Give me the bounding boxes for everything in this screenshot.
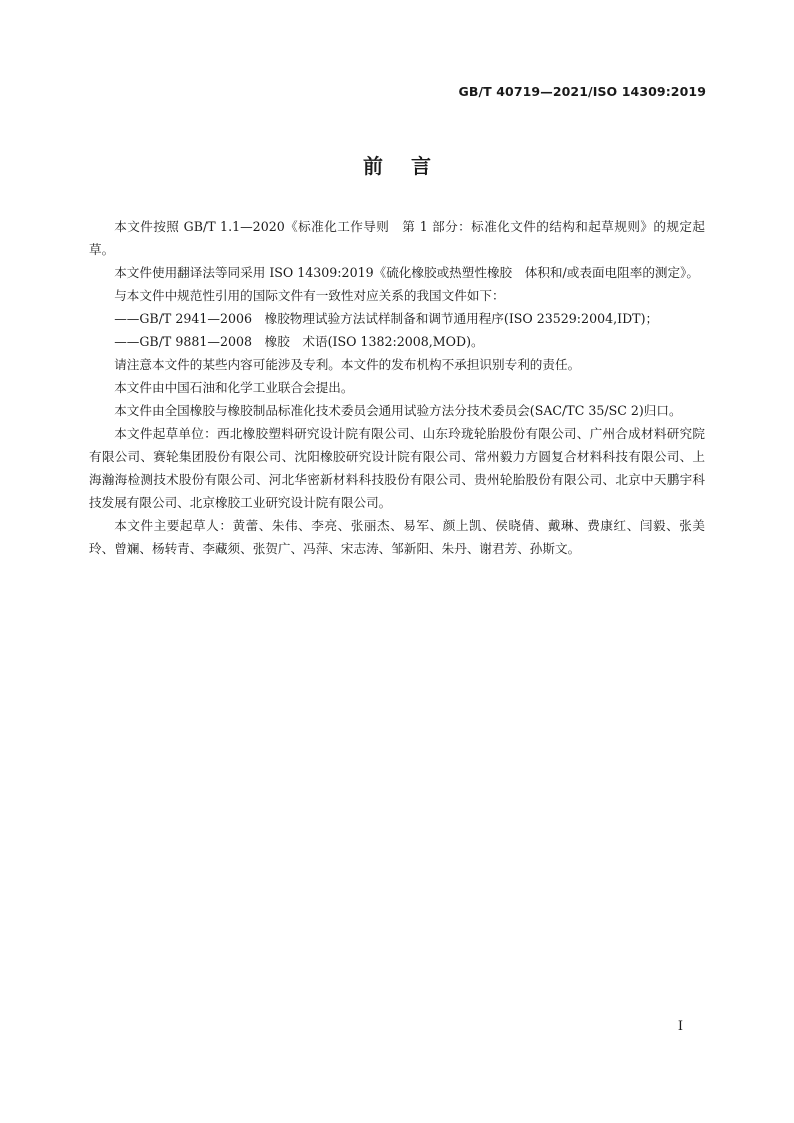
page-title: 前言 bbox=[363, 154, 459, 178]
paragraph: 本文件由全国橡胶与橡胶制品标准化技术委员会通用试验方法分技术委员会(SAC/TC 35/SC 2)归口。 bbox=[114, 403, 682, 418]
paragraph: 本文件按照 GB/T 1.1—2020《标准化工作导则 第 1 部分：标准化文件的结构和起草规则》的规定起草。 bbox=[89, 219, 705, 257]
paragraph: 本文件使用翻译法等同采用 ISO 14309:2019《硫化橡胶或热塑性橡胶 体积和/或表面电阻率的测定》。 bbox=[114, 265, 699, 280]
standard-code: GB/T 40719—2021/ISO 14309:2019 bbox=[458, 84, 706, 99]
reference-item: ——GB/T 9881—2008 橡胶 术语(ISO 1382:2008,MOD)。 bbox=[114, 334, 484, 349]
paragraph: 本文件起草单位：西北橡胶塑料研究设计院有限公司、山东玲珑轮胎股份有限公司、广州合成材料研究院有限公司、赛轮集团股份有限公司、沈阳橡胶研究设计院有限公司、常州毅力方圆复合材料科技有限公司、上海瀚海检测技术股份有限公司、河北华密新材料科技股份有限公司、贵州轮胎股份有限公司、北京中天鹏宇科技发展有限公司、北京橡胶工业研究设计院有限公司。 bbox=[89, 426, 705, 510]
reference-item: ——GB/T 2941—2006 橡胶物理试验方法试样制备和调节通用程序(ISO 23529:2004,IDT)； bbox=[114, 311, 659, 326]
paragraph: 请注意本文件的某些内容可能涉及专利。本文件的发布机构不承担识别专利的责任。 bbox=[114, 357, 581, 372]
paragraph: 本文件由中国石油和化学工业联合会提出。 bbox=[114, 380, 354, 395]
foreword-body bbox=[89, 215, 705, 560]
page-number: I bbox=[677, 1019, 683, 1034]
paragraph: 与本文件中规范性引用的国际文件有一致性对应关系的我国文件如下： bbox=[114, 288, 505, 303]
paragraph: 本文件主要起草人：黄蕾、朱伟、李亮、张丽杰、易军、颜上凯、侯晓倩、戴琳、费康红、闫毅、张美玲、曾斓、杨转青、李藏须、张贺广、冯萍、宋志涛、邹新阳、朱丹、谢君芳、孙斯文。 bbox=[89, 518, 705, 556]
